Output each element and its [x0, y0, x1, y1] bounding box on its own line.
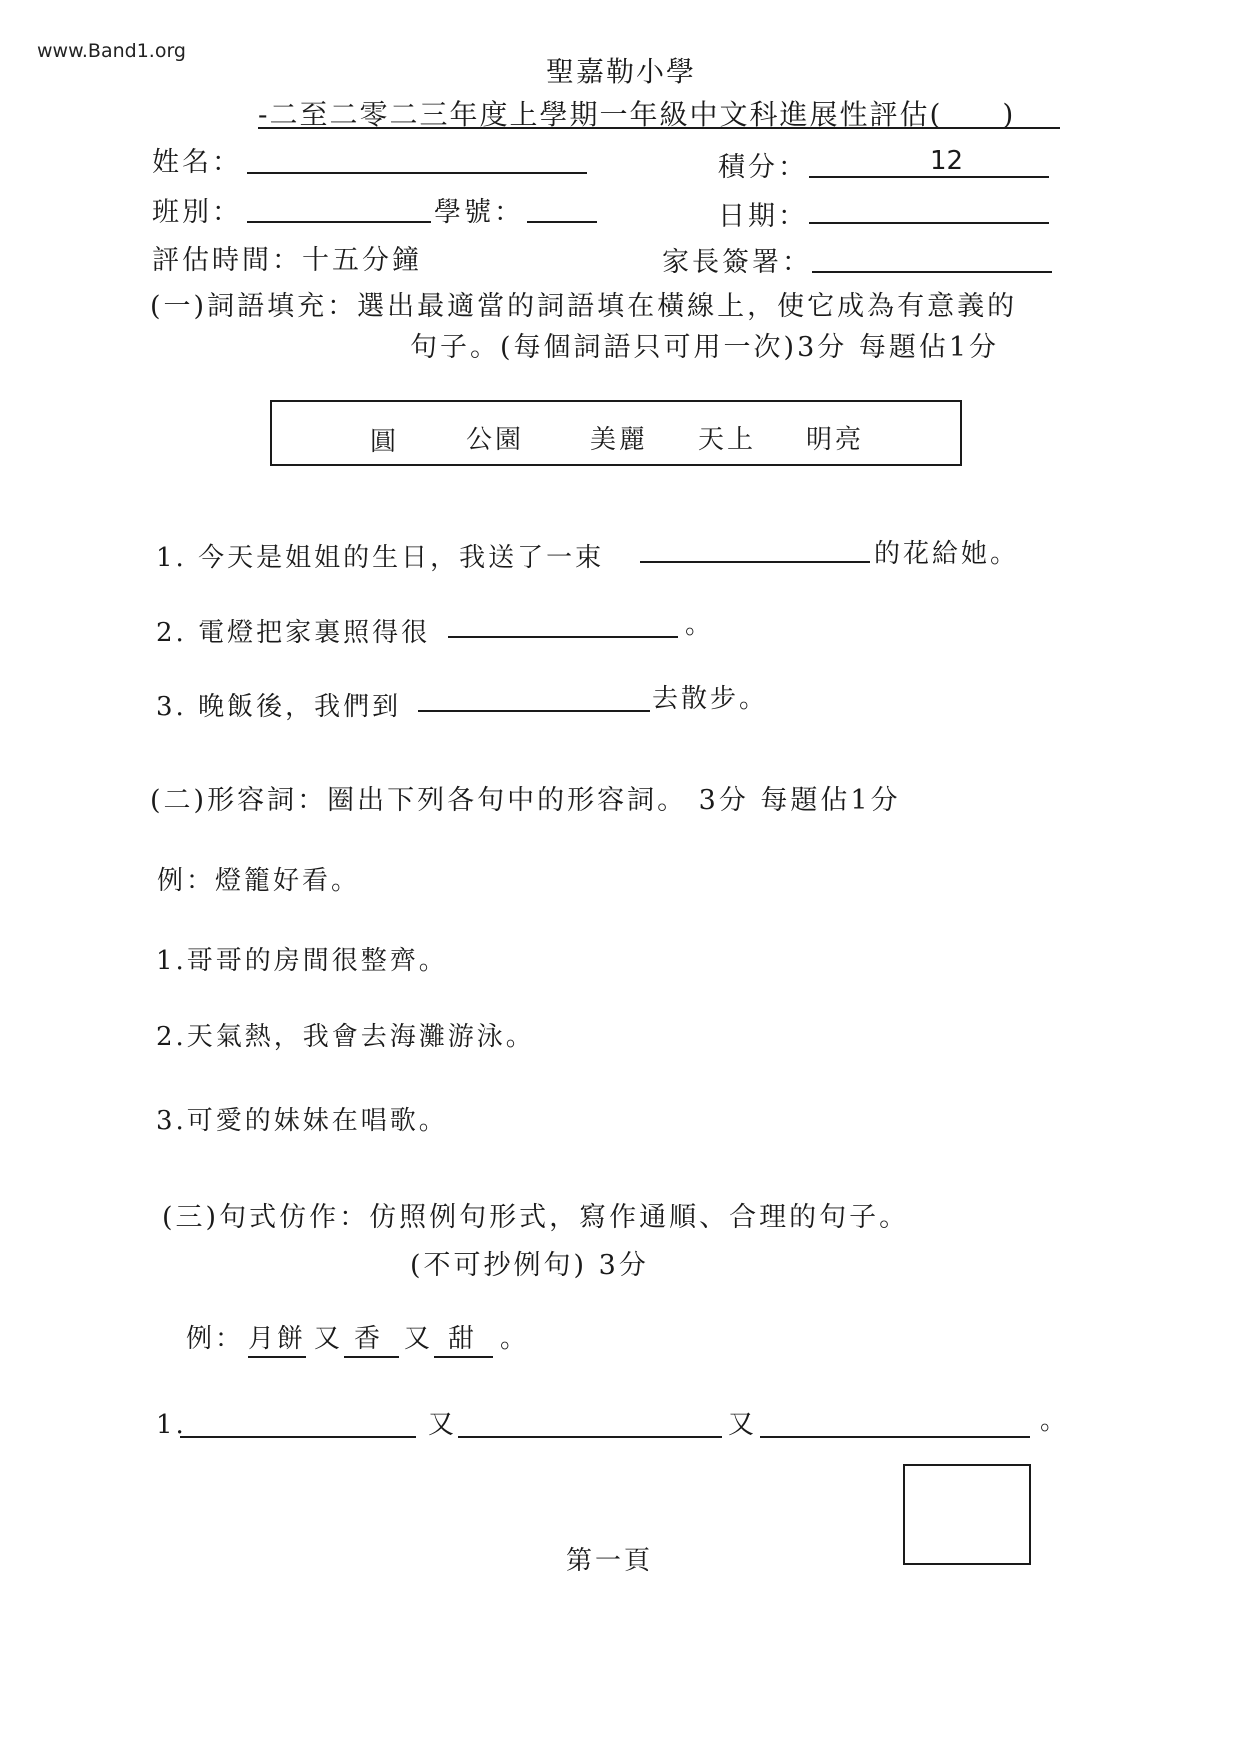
section1-q2-text: 2. 電燈把家裏照得很 [156, 618, 431, 648]
section3-q1-blank-1[interactable] [180, 1436, 416, 1438]
section3-q1-connector: 又 [728, 1410, 758, 1440]
section2-q1: 1.哥哥的房間很整齊。 [156, 946, 448, 976]
student-number-label: 學號： [434, 197, 524, 228]
score-label: 積分： [718, 152, 808, 183]
exam-title: -二至二零二三年度上學期一年級中文科進展性評估( ) [258, 98, 1016, 131]
section2-heading: (二)形容詞：圈出下列各句中的形容詞。 3分 每題佔1分 [150, 785, 901, 816]
section1-q3-blank[interactable] [418, 710, 650, 712]
section2-q3: 3.可愛的妹妹在唱歌。 [156, 1106, 448, 1136]
date-field[interactable] [809, 222, 1049, 224]
section3-example-subject: 月餅 [248, 1318, 306, 1358]
section3-heading-line2: (不可抄例句) 3分 [410, 1250, 649, 1281]
watermark-url: www.Band1.org [37, 40, 186, 62]
date-label: 日期： [718, 201, 808, 232]
section1-q2-suffix: 。 [685, 610, 715, 640]
section2-example: 例：燈籠好看。 [157, 866, 361, 896]
section1-q1-blank[interactable] [640, 561, 870, 563]
page-number: 第一頁 [566, 1546, 654, 1576]
school-name: 聖嘉勒小學 [546, 55, 697, 88]
marks-box[interactable] [903, 1464, 1031, 1565]
section3-example-connector: 又 [314, 1324, 344, 1354]
section3-example-connector: 又 [404, 1324, 434, 1354]
section3-example-adj2: 甜 [434, 1318, 493, 1358]
section1-heading-line2: 句子。(每個詞語只可用一次)3分 每題佔1分 [410, 332, 1000, 363]
section1-q2-blank[interactable] [448, 636, 678, 638]
section1-q1-text: 1. 今天是姐姐的生日，我送了一束 [156, 543, 605, 573]
parent-signature-field[interactable] [812, 271, 1052, 273]
section3-q1-blank-2[interactable] [458, 1436, 722, 1438]
section1-q3-text: 3. 晚飯後，我們到 [156, 692, 402, 722]
section3-q1-end: 。 [1040, 1406, 1070, 1436]
section3-heading: (三)句式仿作：仿照例句形式，寫作通順、合理的句子。 [162, 1202, 910, 1233]
word-bank-item: 天上 [698, 425, 757, 455]
title-underline [258, 127, 1060, 129]
name-field[interactable] [247, 172, 587, 174]
section3-example-label: 例： [186, 1324, 245, 1354]
section3-q1-connector: 又 [428, 1410, 458, 1440]
section3-example-end: 。 [500, 1324, 530, 1354]
name-label: 姓名： [152, 147, 242, 178]
parent-signature-label: 家長簽署： [662, 247, 812, 278]
section3-q1-number: 1. [156, 1410, 187, 1440]
section2-q2: 2.天氣熱，我會去海灘游泳。 [156, 1022, 535, 1052]
score-field[interactable] [809, 176, 1049, 178]
word-bank-item: 圓 [370, 427, 400, 457]
score-value: 12 [930, 146, 964, 176]
section3-example-adj1: 香 [344, 1318, 399, 1358]
section1-q1-suffix: 的花給她。 [874, 539, 1020, 569]
section1-heading: (一)詞語填充：選出最適當的詞語填在橫線上，使它成為有意義的 [150, 291, 1018, 322]
assessment-time: 評估時間：十五分鐘 [152, 245, 422, 276]
section1-q3-suffix: 去散步。 [652, 684, 769, 714]
word-bank-item: 明亮 [806, 425, 865, 455]
word-bank-item: 公園 [466, 425, 525, 455]
class-label: 班別： [152, 197, 242, 228]
word-bank-item: 美麗 [590, 425, 649, 455]
section3-q1-blank-3[interactable] [760, 1436, 1030, 1438]
class-field[interactable] [247, 221, 431, 223]
student-number-field[interactable] [527, 221, 597, 223]
